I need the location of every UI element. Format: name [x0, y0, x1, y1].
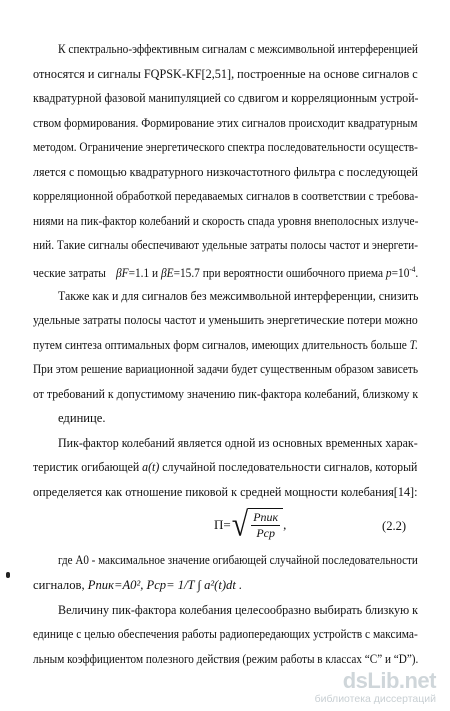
- text-fragment: теристик огибающей: [33, 460, 140, 474]
- text-line: единице.: [58, 411, 106, 425]
- text-line: ний. Такие сигналы обеспечивают удельные затраты полосы частот и энергети-: [33, 238, 419, 252]
- exponent: -4: [409, 265, 416, 274]
- text-line: единице с целью обеспечения работы радиопередающих устройств с максима-: [33, 627, 418, 641]
- text-fragment: =1.1 и: [128, 266, 159, 281]
- text-line: ством формирования. Формирование этих сигналов происходит квадратурным: [33, 116, 418, 130]
- formula-peak-factor: [214, 504, 287, 543]
- text-fragment: сигналов,: [33, 578, 85, 592]
- text-line: относятся и сигналы FQPSK-KF[2,51], построенные на основе сигналов с: [33, 67, 418, 81]
- fraction: [248, 508, 283, 541]
- p-symbol: p: [385, 266, 392, 281]
- text-line: квадратурной фазовой манипуляцией со сдвигом и корреляционным устрой-: [33, 91, 419, 105]
- watermark: [308, 668, 438, 704]
- text-fragment: случайной последовательности сигналов, который: [162, 460, 418, 474]
- denominator: Pср: [256, 526, 275, 540]
- text-line: удельные затраты полосы частот и уменьшить энергетические потери можно: [33, 313, 418, 327]
- text-line: Величину пик-фактора колебания целесообразно выбирать близкую к: [58, 603, 419, 617]
- formula-tail: ,: [283, 516, 287, 532]
- beta-e-symbol: βE: [160, 266, 174, 281]
- text-fragment: =15.7 при вероятности ошибочного приема: [173, 266, 384, 281]
- formula-lhs: П=: [214, 516, 231, 532]
- text-line: Также как и для сигналов без межсимвольной интерференции, снизить: [58, 289, 419, 303]
- text-fragment: .: [415, 266, 419, 281]
- text-line-formula: [33, 263, 418, 280]
- text-line: определяется как отношение пиковой к средней мощности колебания[14]:: [33, 485, 418, 499]
- text-line: При этом решение вариационной задачи будет существенным образом зависеть: [33, 362, 419, 376]
- text-line: [33, 338, 418, 352]
- text-line: Пик-фактор колебаний является одной из основных временных харак-: [58, 436, 418, 450]
- watermark-subtitle: библиотека диссертаций: [314, 693, 436, 705]
- text-line: от требований к допустимому значению пик-фактора колебаний, близкому к: [33, 387, 419, 401]
- text-fragment: путем синтеза оптимальных форм сигналов, имеющих длительность больше: [33, 338, 407, 352]
- text-line: льным коэффициентом полезного действия (режим работы в классах “C” и “D”).: [33, 652, 419, 666]
- text-line: методом. Ограничение энергетического спектра последовательности осуществ-: [33, 140, 418, 154]
- power-formula: Pпик=A0², Pср= 1/T ∫ a²(t)dt .: [87, 578, 243, 592]
- watermark-logo: dsLib.net: [342, 668, 436, 693]
- sqrt-icon: √: [231, 504, 249, 543]
- text-fragment: =10: [391, 266, 410, 281]
- beta-f-symbol: βF: [115, 266, 129, 281]
- text-line: ниями на пик-фактор колебаний и скорость спада уровня внеполосных излуче-: [33, 214, 419, 228]
- text-line: корреляционной обработкой передаваемых сигналов в соответствии с требова-: [33, 189, 419, 203]
- numerator: Pпик: [253, 510, 279, 524]
- text-line: ляется с помощью квадратурного низкочастотного фильтра с последующей: [33, 165, 418, 179]
- margin-mark: [6, 572, 10, 578]
- equation-number: (2.2): [382, 519, 407, 533]
- a-of-t-symbol: a(t): [142, 460, 160, 474]
- t-symbol: T.: [409, 338, 419, 352]
- text-line: К спектрально-эффективным сигналам с межсимвольной интерференцией: [58, 42, 418, 56]
- text-line: [33, 460, 417, 474]
- text-fragment: ческие затраты: [33, 266, 106, 281]
- text-line: [33, 578, 242, 592]
- text-line: где A0 - максимальное значение огибающей случайной последовательности: [58, 553, 418, 567]
